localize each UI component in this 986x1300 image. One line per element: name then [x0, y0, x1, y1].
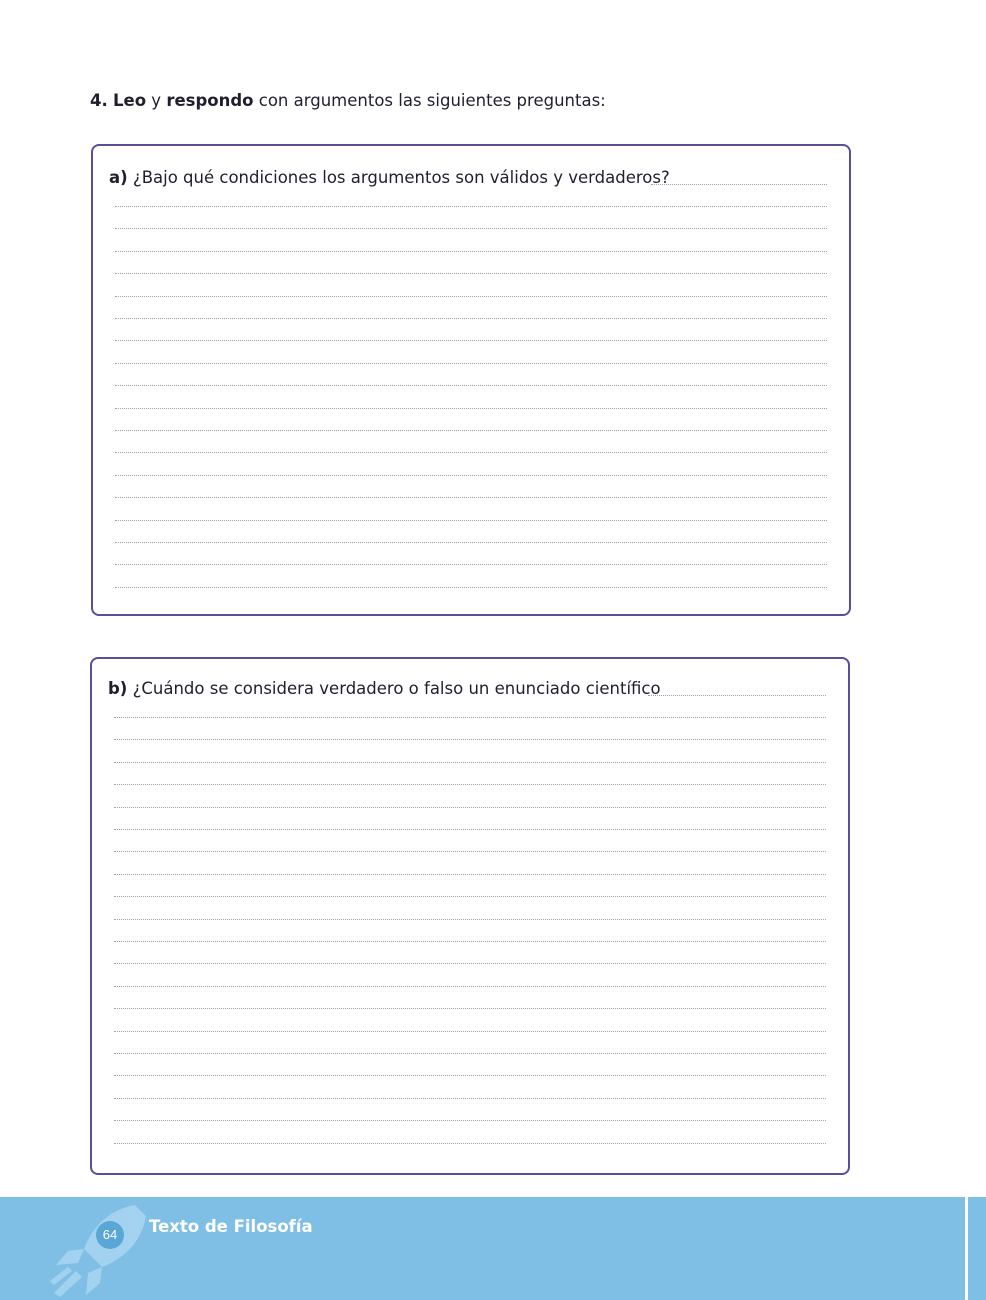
answer-line[interactable]	[114, 829, 826, 830]
answer-line-inline[interactable]	[651, 184, 827, 185]
page-number: 64	[96, 1221, 124, 1249]
answer-line[interactable]	[115, 296, 827, 297]
question-a-letter: a)	[109, 168, 128, 187]
answer-line[interactable]	[114, 1143, 826, 1144]
answer-line[interactable]	[115, 363, 827, 364]
answer-line[interactable]	[114, 762, 826, 763]
answer-line-inline[interactable]	[648, 695, 826, 696]
instruction-connector: y	[146, 91, 167, 110]
instruction-verb-respond: respondo	[166, 91, 254, 110]
footer-edge-stripe	[965, 1197, 986, 1300]
answer-line[interactable]	[114, 851, 826, 852]
question-a-prompt	[109, 167, 670, 189]
answer-line[interactable]	[115, 385, 827, 386]
answer-line[interactable]	[115, 408, 827, 409]
answer-line[interactable]	[115, 497, 827, 498]
instruction-rest: con argumentos las siguientes preguntas:	[253, 91, 606, 110]
answer-line[interactable]	[114, 1075, 826, 1076]
rocket-icon	[40, 1197, 160, 1300]
answer-line[interactable]	[114, 1031, 826, 1032]
instruction-number: 4.	[90, 91, 108, 110]
answer-line[interactable]	[114, 963, 826, 964]
question-b-text: ¿Cuándo se considera verdadero o falso un enunciado científico	[127, 679, 661, 698]
answer-line[interactable]	[115, 520, 827, 521]
answer-line[interactable]	[115, 251, 827, 252]
answer-line[interactable]	[115, 452, 827, 453]
answer-line[interactable]	[115, 430, 827, 431]
book-title: Texto de Filosofía	[149, 1217, 313, 1236]
answer-line[interactable]	[114, 1053, 826, 1054]
answer-line[interactable]	[114, 807, 826, 808]
answer-line[interactable]	[114, 919, 826, 920]
answer-line[interactable]	[115, 228, 827, 229]
answer-line[interactable]	[114, 717, 826, 718]
question-a-box	[91, 144, 851, 616]
answer-line[interactable]	[114, 739, 826, 740]
answer-line[interactable]	[114, 941, 826, 942]
answer-line[interactable]	[115, 318, 827, 319]
answer-line[interactable]	[115, 564, 827, 565]
answer-line[interactable]	[114, 986, 826, 987]
question-a-text: ¿Bajo qué condiciones los argumentos son válidos y verdaderos?	[127, 168, 670, 187]
answer-line[interactable]	[114, 1008, 826, 1009]
question-b-box	[90, 657, 850, 1175]
answer-line[interactable]	[114, 874, 826, 875]
answer-line[interactable]	[115, 340, 827, 341]
instruction-verb-read: Leo	[113, 91, 147, 110]
answer-line[interactable]	[115, 542, 827, 543]
question-b-letter: b)	[108, 679, 128, 698]
page-footer	[0, 1197, 986, 1300]
answer-line[interactable]	[115, 273, 827, 274]
answer-line[interactable]	[115, 587, 827, 588]
question-b-prompt	[108, 678, 661, 700]
answer-line[interactable]	[115, 206, 827, 207]
answer-line[interactable]	[114, 1120, 826, 1121]
answer-line[interactable]	[114, 896, 826, 897]
instruction-heading	[90, 90, 606, 112]
answer-line[interactable]	[115, 475, 827, 476]
answer-line[interactable]	[114, 784, 826, 785]
answer-line[interactable]	[114, 1098, 826, 1099]
